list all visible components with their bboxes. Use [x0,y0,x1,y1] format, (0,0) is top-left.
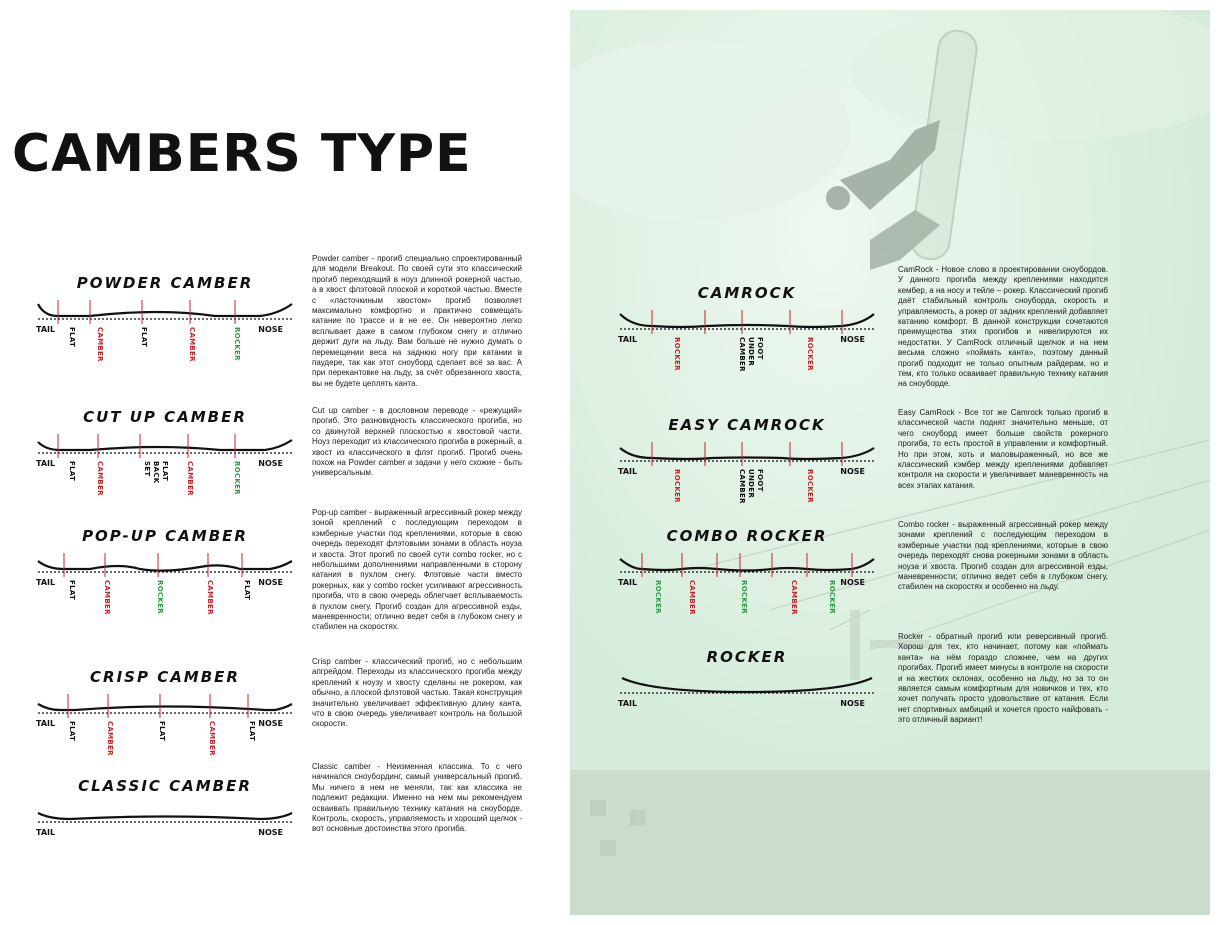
zone-label: FLAT [248,721,256,742]
zone-label: CAMBER [103,580,111,615]
profile-title: EASY CAMROCK [668,416,826,434]
profile-diagram [30,294,300,384]
profile-popup [30,527,300,627]
profile-description: Classic camber - Неизменная классика. То с чего начинался сноубординг, самый универсальный прогиб. Мы ничего в нем не меняли, так как классика не подлежит редакции. Именно на нем мы рекомендуем осваивать правильную технику катания на сноуборде. Контроль, скорость, управляемость и хороший щелчок - вот основные достоинства этого прогиба. [312,762,522,834]
profile-classic [30,777,300,847]
tail-label: TAIL [36,459,56,468]
zone-label: FLAT [68,461,76,482]
profile-diagram [612,436,882,526]
zone-label: CAMBER [106,721,114,756]
profile-rocker [612,648,882,718]
nose-label: NOSE [258,719,283,728]
profile-description: CamRock - Новое слово в проектировании сноубордов. У данного прогиба между креплениями находится кембер, а на носу и тейле – рокер. Классический прогиб даёт стабильный контроль сноуборда, скорость и управляемость, а рокер от задних креплений добавляет катанию комфорт. В данной конструкции сочетаются преимущества этих прогибов и нивелируются их недостатки. У CamRock отличный щелчок и на нем весьма сложно «поймать канта», поэтому данный прогиб подходит не только опытным райдерам, но и тем, кто только осваивает правильную технику катания на сноуборде. [898,265,1108,389]
zone-label: ROCKER [233,327,241,361]
zone-label: CAMBER [206,580,214,615]
tail-label: TAIL [36,719,56,728]
zone-label: ROCKER [233,461,241,495]
board-profile-curve [620,448,874,459]
profile-crisp [30,668,300,768]
profile-diagram [30,428,300,518]
nose-label: NOSE [840,335,865,344]
zone-label: ROCKER [156,580,164,614]
zone-label: FLAT [243,580,251,601]
zone-label: SET [143,461,151,477]
tail-label: TAIL [618,699,638,708]
profile-diagram [30,797,300,857]
zone-label: FLAT [158,721,166,742]
zone-label: CAMBER [738,337,746,372]
zone-label: FOOT [756,337,764,360]
profile-description: Crisp camber - классический прогиб, но с небольшим апгрейдом. Переходы из классического прогиба между креплений к ноузу и хвосту сделаны не рокером, как обычно, а плоской флэтовой частью. Такая конструкция значительно увеличивает эффективную длину канта, что в свою очередь увеличивает контроль на большой скорости. [312,657,522,729]
profile-easycamrock [612,416,882,516]
board-profile-curve [38,813,292,819]
nose-label: NOSE [258,578,283,587]
profile-cutup [30,408,300,508]
profile-camrock [612,284,882,384]
nose-label: NOSE [258,828,283,837]
board-profile-curve [620,314,874,327]
zone-label: FOOT [756,469,764,492]
profile-description: Cut up camber - в дословном переводе - «режущий» прогиб. Это разновидность классического прогиба, но со двинутой верхней плоскостью к хвостовой части. Ноуз переходит из классического прогиба в рокерный, а хвост из классического в флэт прогиб. Прогиб очень похож на Powder camber и задачи у него схожие - быть универсальным. [312,406,522,478]
zone-label: ROCKER [673,469,681,503]
profile-diagram [612,304,882,394]
zone-label: ROCKER [806,337,814,371]
profile-diagram [612,547,882,637]
tail-label: TAIL [36,578,56,587]
zone-label: ROCKER [828,580,836,614]
nose-label: NOSE [840,578,865,587]
board-profile-curve [38,704,292,710]
profile-title: COMBO ROCKER [666,527,828,545]
zone-label: CAMBER [96,327,104,362]
zone-label: FLAT [140,327,148,348]
zone-label: CAMBER [96,461,104,496]
zone-label: BACK [152,461,160,484]
profile-diagram [30,547,300,637]
board-profile-curve [38,440,292,450]
nose-label: NOSE [258,325,283,334]
profile-diagram [612,668,882,728]
board-profile-curve [622,678,872,692]
profile-description: Powder camber - прогиб специально спроектированный для модели Breakout. По своей сути это классический прогиб переходящий в ноуз длинной рокерной частью, а в хвост флэтовой плоской и короткой частью. Вместе с «ласточкиным хвостом» прогиб позволяет максимально комфортно и практично совмещать катание по трассе и в не ее. Он невероятно легко всплывает даже в самом глубоком снегу и отлично держит дуги на льду. Вам больше не нужно думать о перемещении веса на заднюю ногу при катании в паудере, так как этот сноуборд сделает всё за вас. А при перекантовке на льду, за счёт обрезанного хвоста, вы не будете цеплять канта. [312,254,522,388]
nose-label: NOSE [840,699,865,708]
board-profile-curve [620,559,874,571]
tail-label: TAIL [618,467,638,476]
zone-label: ROCKER [806,469,814,503]
zone-label: FLAT [161,461,169,482]
page-title: CAMBERS TYPE [12,124,472,184]
zone-label: CAMBER [188,327,196,362]
tail-label: TAIL [618,578,638,587]
board-profile-curve [38,561,292,571]
profile-title: POWDER CAMBER [76,274,254,292]
nose-label: NOSE [258,459,283,468]
profile-description: Rocker - обратный прогиб или реверсивный прогиб. Хорош для тех, кто начинает, потому как «поймать канта» на нём гораздо сложнее, чем на других прогибах. Прогиб имеет минусы в контроле на скорости и на жестких склонах, особенно на льду, но за то он является самым комфортным для новичков и тех, кто хочет получать просто удовольствие от катания. Если нет спортивных амбиций и хочется просто найфовать - это отличный вариант! [898,632,1108,725]
profile-title: POP-UP CAMBER [82,527,248,545]
zone-label: CAMBER [208,721,216,756]
zone-label: FLAT [68,721,76,742]
zone-label: ROCKER [740,580,748,614]
zone-label: ROCKER [654,580,662,614]
profile-title: CUT UP CAMBER [83,408,247,426]
tail-label: TAIL [36,325,56,334]
zone-label: UNDER [747,337,755,367]
profile-title: CLASSIC CAMBER [78,777,252,795]
zone-label: UNDER [747,469,755,499]
zone-label: ROCKER [673,337,681,371]
nose-label: NOSE [840,467,865,476]
zone-label: CAMBER [738,469,746,504]
zone-label: CAMBER [186,461,194,496]
profile-title: CAMROCK [697,284,797,302]
profile-diagram [30,688,300,778]
zone-label: FLAT [68,580,76,601]
tail-label: TAIL [36,828,56,837]
zone-label: CAMBER [688,580,696,615]
profile-description: Pop-up camber - выраженный агрессивный рокер между зоной креплений с последующим переходом в кэмберные участки под креплениями, которые в свою очередь переходят флэтовыми зонами в область ноуза и хвоста. Этот прогиб по своей сути combo rocker, но с небольшими дополнениями направленными в сторону катания в пухлом снегу. Флэтовые части вместо рокерных, как у combo rocker усиливают агрессивность прогиба, что в свою очередь облегчает всплываемость в пухлом снегу. Прогиб создан для агрессивной езды, маневренности; отлично ведет себя в глубоком снегу и стабилен на скоростях. [312,508,522,632]
zone-label: FLAT [68,327,76,348]
profile-description: Combo rocker - выраженный агрессивный рокер между зонами креплений с последующим переходом в кэмберные участки под креплениями, которые в свою очередь переходят снова рокерными зонами в область ноуза и хвоста. Прогиб создан для агрессивной езды, маневренности; отлично ведет себя в глубоком снегу, стабилен на скоростях и особенно на льду. [898,520,1108,592]
board-profile-curve [38,304,292,316]
tail-label: TAIL [618,335,638,344]
profile-comborocker [612,527,882,627]
zone-label: CAMBER [790,580,798,615]
profile-powder [30,274,300,374]
profile-title: CRISP CAMBER [90,668,240,686]
profile-title: ROCKER [706,648,788,666]
profile-description: Easy CamRock - Все тот же Camrock только прогиб в классической части поднят значительно меньше, от чего сноуборд имеет больше свойств рокерного прогиба, то есть простой в управлении и комфортный. Но при этом, хоть и маловыраженный, но все же классический кэмбер между креплениями добавляет контроля на скорости и увеличивает маневренность на всех этапах катания. [898,408,1108,490]
